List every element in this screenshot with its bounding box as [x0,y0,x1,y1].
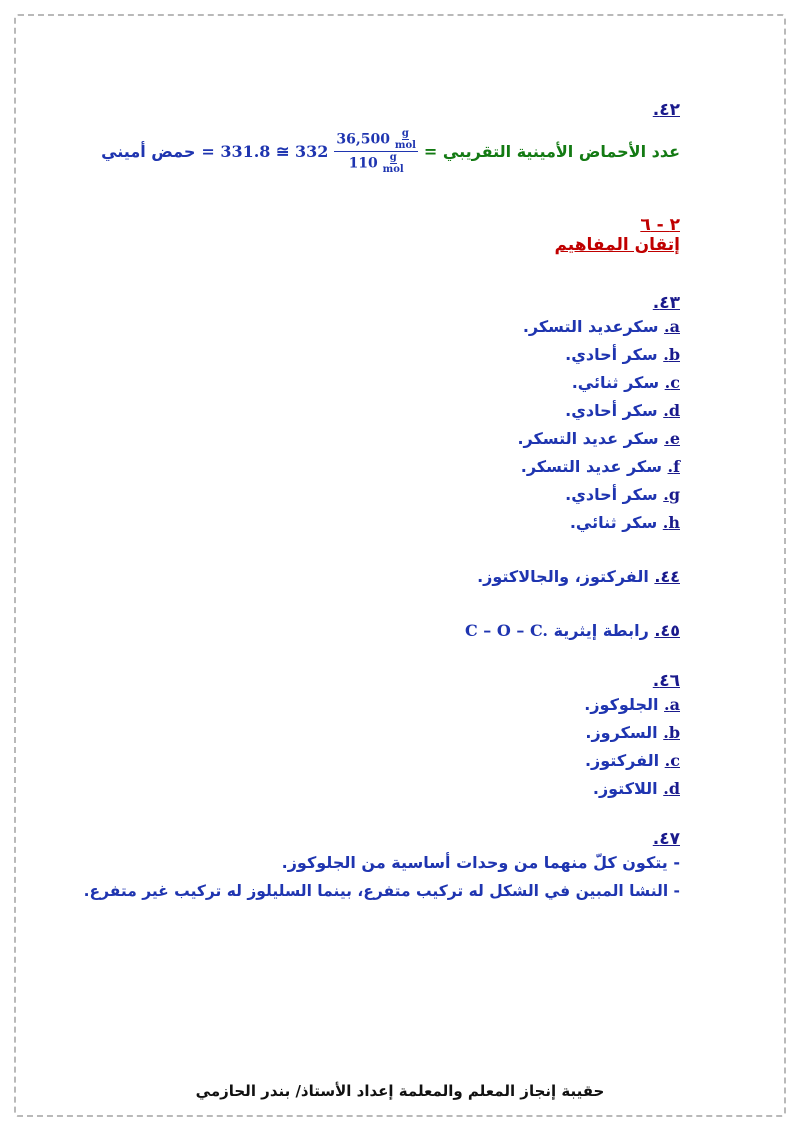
q43-number: ٤٣. [652,293,680,313]
answer-sheet [80,100,680,905]
list-item: h. سكر ثنائي. [569,513,680,532]
list-item: a. الجلوكوز. [584,695,680,714]
q42-label: عدد الأحماض الأمينية التقريبي = [423,142,680,161]
list-item: d. اللاكتوز. [592,779,680,798]
list-item: c. الفركتوز. [584,751,680,770]
q42-result-word: حمض أميني [101,142,196,161]
q42-denominator: 110 [348,155,378,172]
q46-number: ٤٦. [652,671,680,691]
q42-unit-top: g mol [394,128,416,151]
q42-unit-bottom: g mol [382,152,404,175]
q42-fraction [334,128,418,175]
q45-answer [80,617,680,645]
q47-line: - النشا المبين في الشكل له تركيب متفرع، بينما السليلوز له تركيب غير متفرع. [83,882,680,900]
q44-answer [80,563,680,591]
footer: حقيبة إنجاز المعلم والمعلمة إعداد الأستاذ/ بندر الحازمي [195,1082,605,1100]
q44-text: الفركتوز، والجالاكتوز. [477,567,649,586]
q46-list [80,691,680,803]
list-item: b. السكروز. [585,723,680,742]
list-item: c. سكر ثنائي. [571,373,680,392]
list-item: f. سكر عديد التسكر. [520,457,680,476]
section-title: إتقان المفاهيم [554,235,680,255]
q45-formula: C – O – C. [465,621,548,640]
list-item: b. سكر أحادي. [565,345,680,364]
list-item: a. سكرعديد التسكر. [522,317,680,336]
section-number: ٢ - ٦ [640,215,680,235]
q43-list [80,313,680,537]
q47-line: - يتكون كلّ منهما من وحدات أساسية من الجلوكوز. [281,853,680,872]
q45-text: رابطة إيثرية [553,621,649,640]
q42-equation [80,128,680,175]
q42-numerator: 36,500 [336,131,390,148]
q42-number: ٤٢. [652,100,680,120]
q45-number: ٤٥. [654,621,680,640]
q47-number: ٤٧. [652,829,680,849]
q42-result: = 331.8 ≅ 332 [201,142,329,161]
list-item: g. سكر أحادي. [565,485,680,504]
list-item: e. سكر عديد التسكر. [517,429,680,448]
q44-number: ٤٤. [654,567,680,586]
list-item: d. سكر أحادي. [565,401,680,420]
